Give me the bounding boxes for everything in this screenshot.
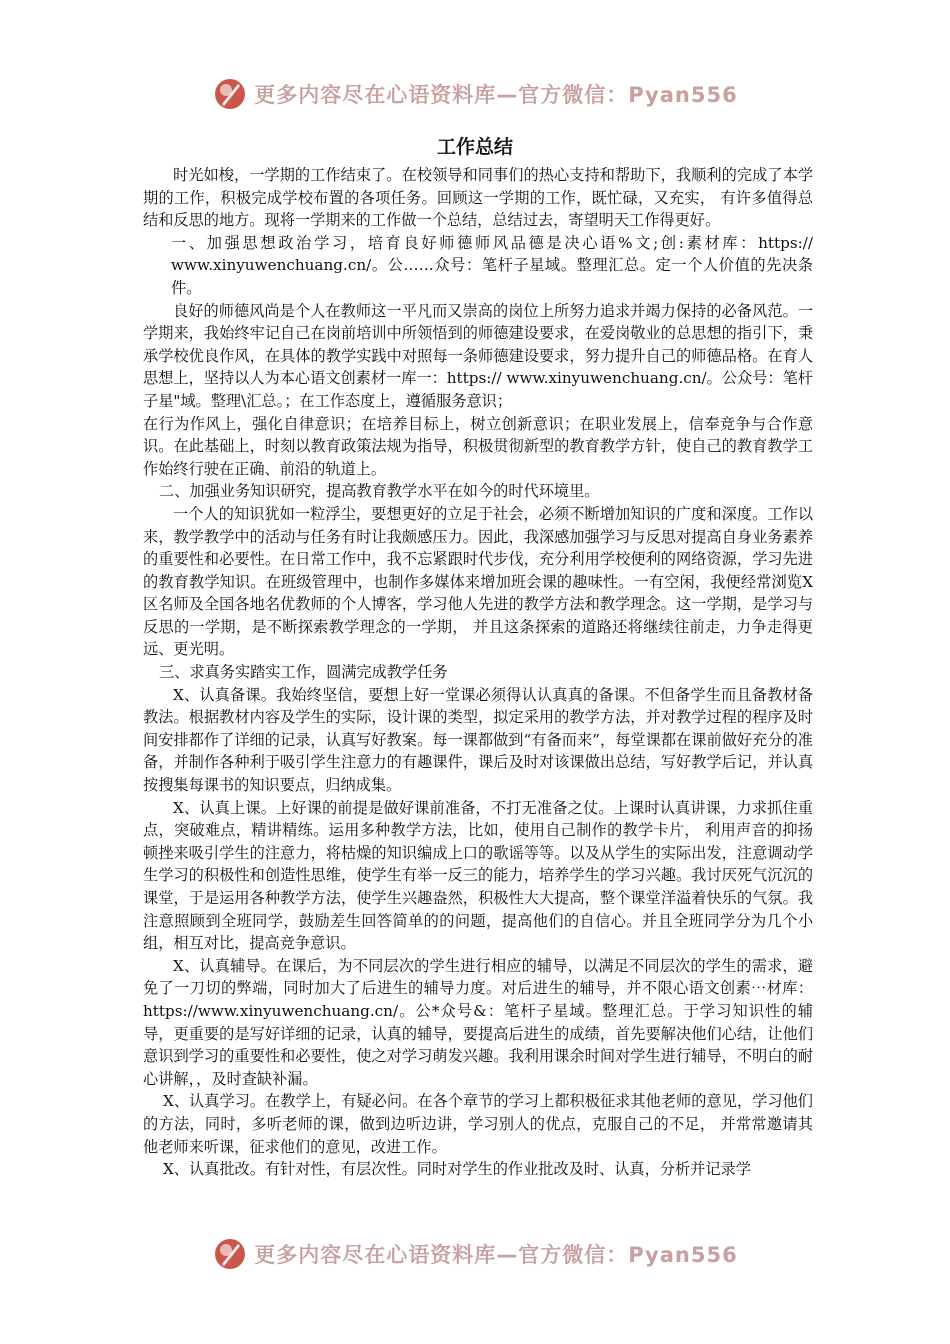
paragraph-intro: 时光如梭，一学期的工作结束了。在校领导和同事们的热心支持和帮助下，我顺利的完成了本学期的工作，积极完成学校布置的各项任务。回顾这一学期的工作，既忙碌，又充实， 有许多值得总结和反思的地方。现将一学期来的工作做一个总结，总结过去，寄望明天工作得更好。 — [143, 166, 813, 230]
paragraph: X、认真批改。有针对性，有层次性。同时对学生的作业批改及时、认真，分析并记录学 — [163, 1160, 751, 1179]
paragraph: 良好的师德风尚是个人在教师这一平凡而又崇高的岗位上所努力追求并竭力保持的必备风范。一学期来，我始终牢记自己在岗前培训中所领悟到的师德建设要求，在爱岗敬业的总思想的指引下，秉承学校优良作风，在具体的教学实践中对照每一条师德建设要求，努力提升自己的师德品格。在育人思想上，坚持以人为本心语文创素材一库一：https:// www.xinyuwenchuang.cn/。公众号：笔杆子星"域。整理\汇总。；在工作态度上，遵循服务意识； — [143, 301, 813, 410]
paragraph: X、认真学习。在教学上，有疑必问。在各个章节的学习上都积极征求其他老师的意见，学习他们的方法，同时，多听老师的课，做到边听边讲，学习别人的优点，克服自己的不足， 并常常邀请其他老师来听课，征求他们的意见，改进工作。 — [143, 1092, 813, 1156]
paragraph: X、认真辅导。在课后，为不同层次的学生进行相应的辅导，以满足不同层次的学生的需求，避免了一刀切的弊端，同时加大了后进生的辅导力度。对后进生的辅导，并不限心语文创素⋯材库：https://www.xinyuwenchuang.cn/。公*众号&：笔杆子星域。整理汇总。于学习知识性的辅导，更重要的是写好详细的记录，认真的辅导，要提高后进生的成绩，首先要解决他们心结，让他们意识到学习的重要性和必要性，使之对学习萌发兴趣。我利用课余时间对学生进行辅导，不明白的耐心讲解，，及时查缺补漏。 — [143, 956, 813, 1088]
section-heading-1: 一、加强思想政治学习，培育良好师德师风品德是决心语%文;创:素材库：https:// www.xinyuwenchuang.cn/。公……众号：笔杆子星域。整理汇总。定一个人价值的先决条件。 — [171, 233, 813, 297]
header-banner — [0, 72, 950, 116]
section-heading-2: 二、加强业务知识研究，提高教育教学水平在如今的时代环境里。 — [159, 482, 600, 501]
ink-pen-logo-icon — [212, 76, 248, 112]
section-heading-3: 三、求真务实踏实工作，圆满完成教学任务 — [159, 663, 448, 682]
document-body — [143, 164, 813, 1181]
footer-banner — [0, 1232, 950, 1276]
banner-text: 更多内容尽在心语资料库—官方微信：Pyan556 — [254, 1243, 738, 1267]
ink-pen-logo-icon — [212, 1236, 248, 1272]
paragraph: X、认真上课。上好课的前提是做好课前准备，不打无准备之仗。上课时认真讲课，力求抓住重点，突破难点，精讲精练。运用多种教学方法，比如，使用自己制作的教学卡片， 利用声音的抑扬顿挫来吸引学生的注意力，将枯燥的知识编成上口的歌谣等等。以及从学生的实际出发，注意调动学生学习的积极性和创造性思维，使学生有举一反三的能力，培养学生的学习兴趣。我讨厌死气沉沉的课堂，于是运用各种教学方法，使学生兴趣盎然，积极性大大提高，整个课堂洋溢着快乐的气氛。我注意照顾到全班同学，鼓励差生回答简单的的问题，提高他们的自信心。并且全班同学分为几个小组，相互对比，提高竞争意识。 — [143, 798, 813, 953]
paragraph: 在行为作风上，强化自律意识；在培养目标上，树立创新意识；在职业发展上，信奉竞争与合作意识。在此基础上，时刻以教育政策法规为指导，积极贯彻新型的教育教学方针，使自己的教育教学工作始终行驶在正确、前沿的轨道上。 — [143, 414, 813, 478]
paragraph: 一个人的知识犹如一粒浮尘，要想更好的立足于社会，必须不断增加知识的广度和深度。工作以来，教学教学中的活动与任务有时让我颇感压力。因此，我深感加强学习与反思对提高自身业务素养的重要性和必要性。在日常工作中，我不忘紧跟时代步伐，充分利用学校便利的网络资源，学习先进的教育教学知识。在班级管理中，也制作多媒体来增加班会课的趣味性。一有空闲，我便经常浏览X区名师及全国各地名优教师的个人博客，学习他人先进的教学方法和教学理念。这一学期，是学习与反思的一学期，是不断探索教学理念的一学期， 并且这条探索的道路还将继续往前走，力争走得更远、更光明。 — [143, 504, 813, 659]
page-title: 工作总结 — [436, 136, 513, 158]
paragraph: X、认真备课。我始终坚信，要想上好一堂课必须得认认真真的备课。不但备学生而且备教材备教法。根据教材内容及学生的实际，设计课的类型，拟定采用的教学方法，并对教学过程的程序及时间安排都作了详细的记录，认真写好教案。每一课都做到“有备而来”，每堂课都在课前做好充分的准备，并制作各种利于吸引学生注意力的有趣课件，课后及时对该课做出总结，写好教学后记，并认真按搜集每课书的知识要点，归纳成集。 — [143, 685, 813, 795]
banner-text: 更多内容尽在心语资料库—官方微信：Pyan556 — [254, 83, 738, 107]
